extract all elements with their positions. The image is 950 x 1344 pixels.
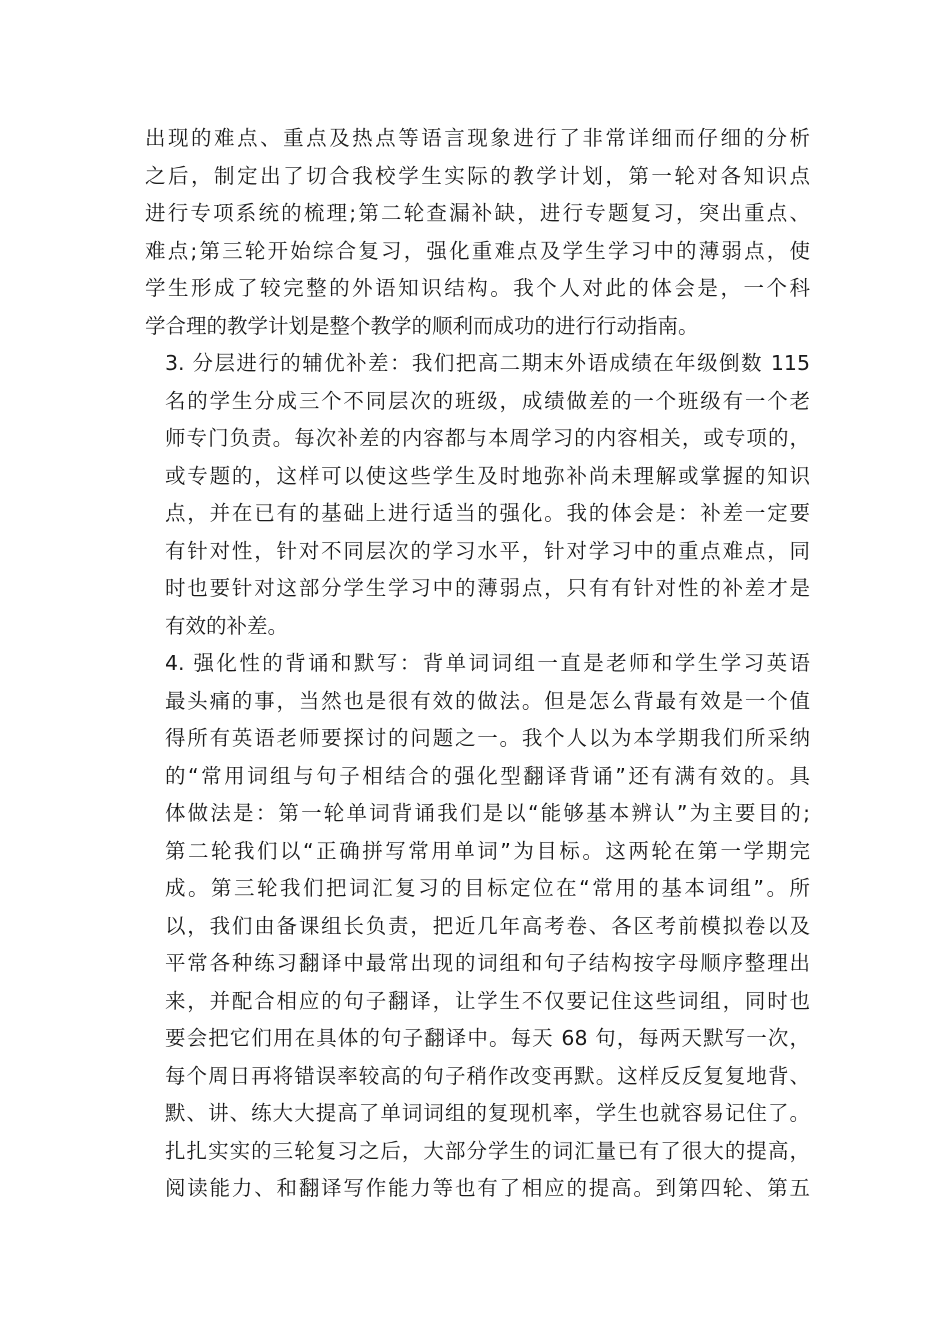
text-line: 有针对性，针对不同层次的学习水平，针对学习中的重点难点，同	[165, 538, 810, 563]
text-line: 时也要针对这部分学生学习中的薄弱点，只有有针对性的补差才是	[165, 576, 810, 600]
text-line: 扎扎实实的三轮复习之后，大部分学生的词汇量已有了很大的提高，	[165, 1138, 810, 1163]
paragraph	[145, 345, 810, 645]
text-line: 学生形成了较完整的外语知识结构。我个人对此的体会是，一个科	[145, 276, 810, 300]
text-line: 默、讲、练大大提高了单词词组的复现机率，学生也就容易记住了。	[165, 1101, 810, 1125]
text-line: 点，并在已有的基础上进行适当的强化。我的体会是：补差一定要	[165, 501, 810, 525]
text-line: 以，我们由备课组长负责，把近几年高考卷、各区考前模拟卷以及	[165, 913, 810, 938]
text-line: 来，并配合相应的句子翻译，让学生不仅要记住这些词组，同时也	[165, 988, 810, 1013]
text-line: 3. 分层进行的辅优补差：我们把高二期末外语成绩在年级倒数 115	[165, 351, 810, 375]
text-line: 每个周日再将错误率较高的句子稍作改变再默。这样反反复复地背、	[165, 1063, 810, 1088]
text-line: 出现的难点、重点及热点等语言现象进行了非常详细而仔细的分析	[145, 126, 810, 150]
text-line: 名的学生分成三个不同层次的班级，成绩做差的一个班级有一个老	[165, 388, 810, 413]
text-line: 要会把它们用在具体的句子翻译中。每天 68 句，每两天默写一次，	[165, 1026, 810, 1050]
text-line: 之后，制定出了切合我校学生实际的教学计划，第一轮对各知识点	[145, 163, 810, 188]
text-line: 或专题的，这样可以使这些学生及时地弥补尚未理解或掌握的知识	[165, 463, 810, 488]
text-line: 平常各种练习翻译中最常出现的词组和句子结构按字母顺序整理出	[165, 951, 810, 975]
text-line: 进行专项系统的梳理;第二轮查漏补缺，进行专题复习，突出重点、	[145, 201, 810, 225]
text-line: 得所有英语老师要探讨的问题之一。我个人以为本学期我们所采纳	[165, 726, 810, 750]
text-line: 学合理的教学计划是整个教学的顺利而成功的进行行动指南。	[145, 313, 699, 338]
paragraph	[145, 120, 810, 345]
text-line: 难点;第三轮开始综合复习，强化重难点及学生学习中的薄弱点，使	[145, 238, 810, 263]
text-line: 有效的补差。	[165, 613, 288, 638]
text-line: 最头痛的事，当然也是很有效的做法。但是怎么背最有效是一个值	[165, 688, 810, 713]
text-line: 4. 强化性的背诵和默写：背单词词组一直是老师和学生学习英语	[165, 651, 810, 675]
text-line: 师专门负责。每次补差的内容都与本周学习的内容相关，或专项的，	[165, 426, 810, 450]
document-body	[145, 120, 810, 1208]
text-line: 阅读能力、和翻译写作能力等也有了相应的提高。到第四轮、第五	[165, 1176, 810, 1200]
text-line: 成。第三轮我们把词汇复习的目标定位在“常用的基本词组”。所	[165, 876, 810, 900]
text-line: 第二轮我们以“正确拼写常用单词”为目标。这两轮在第一学期完	[165, 838, 810, 863]
text-line: 的“常用词组与句子相结合的强化型翻译背诵”还有满有效的。具	[165, 763, 810, 788]
paragraph	[145, 645, 810, 1208]
text-line: 体做法是：第一轮单词背诵我们是以“能够基本辨认”为主要目的;	[165, 801, 810, 825]
